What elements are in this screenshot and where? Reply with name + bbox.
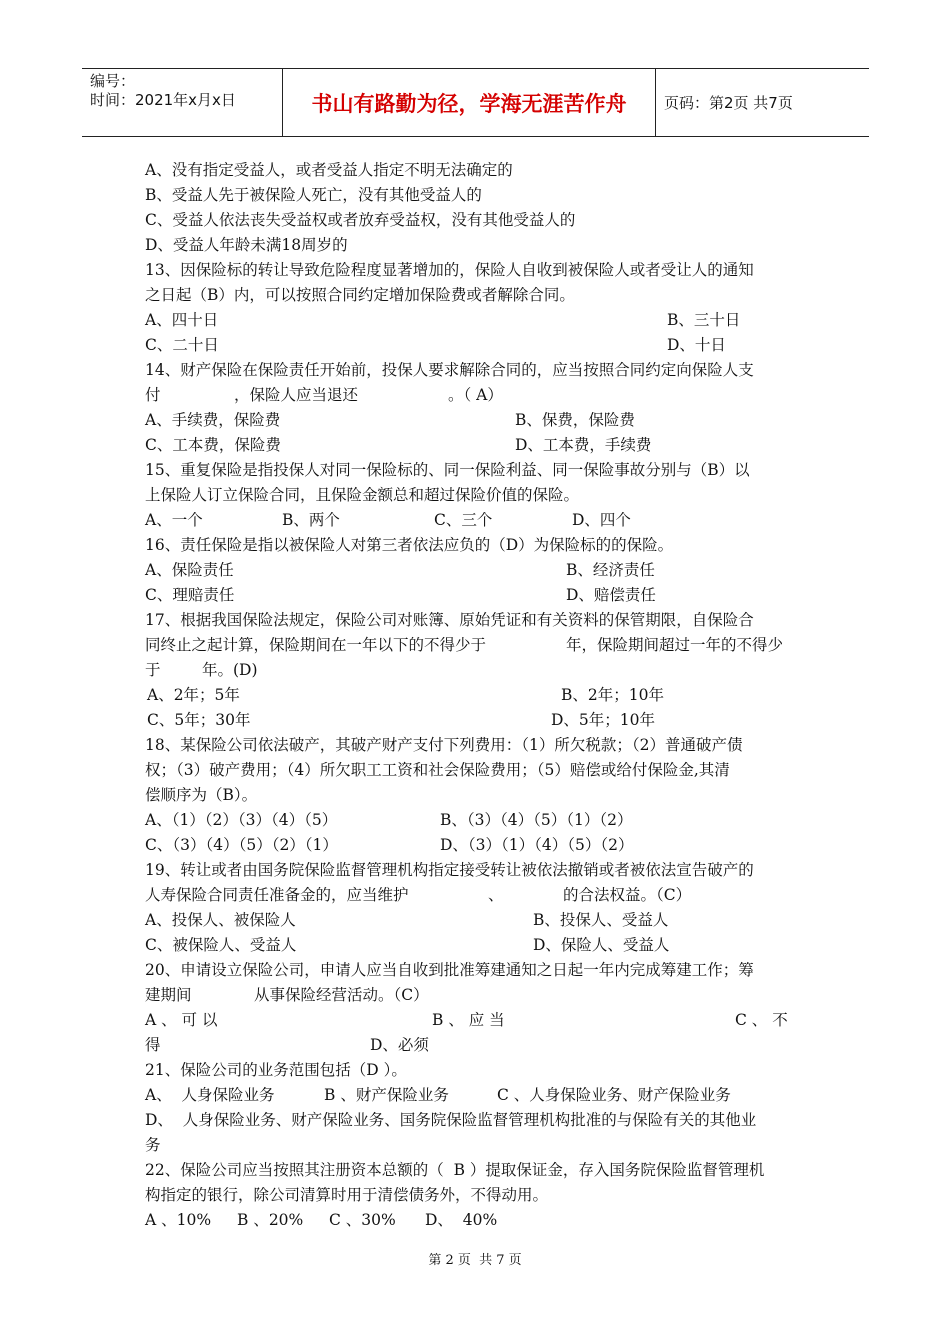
question-text: 22、保险公司应当按照其注册资本总额的（ B ）提取保证金，存入国务院保险监督管理机	[145, 1161, 765, 1179]
question-text: 20、申请设立保险公司，申请人应当自收到批准筹建通知之日起一年内完成筹建工作；筹	[145, 961, 754, 979]
question-text: 年，保险期间超过一年的不得少	[566, 636, 784, 654]
question-text: 18、某保险公司依法破产，其破产财产支付下列费用：（1）所欠税款；（2）普通破产债	[145, 736, 743, 754]
question-text: 建期间	[145, 986, 192, 1004]
question-text: 17、根据我国保险法规定，保险公司对账簿、原始凭证和有关资料的保管期限，自保险合	[145, 611, 754, 629]
question-text: 15、重复保险是指投保人对同一保险标的、同一保险利益、同一保险事故分别与（B）以	[145, 461, 750, 479]
question-text: 偿顺序为（B）。	[145, 786, 258, 804]
option-line: 得	[145, 1036, 161, 1054]
option-line: B 、20%	[237, 1211, 304, 1229]
document-number-label: 编号：	[90, 72, 136, 90]
option-line: A、2年；5年	[147, 686, 240, 704]
option-line: A、一个	[145, 511, 203, 529]
option-line: B、（3）（4）（5）（1）（2）	[440, 811, 633, 829]
option-line: A、保险责任	[145, 561, 234, 579]
option-line: C、三个	[434, 511, 493, 529]
question-answer: 从事保险经营活动。（C）	[254, 986, 429, 1004]
question-text: 付	[145, 386, 161, 404]
option-line: A、投保人、被保险人	[145, 911, 296, 929]
question-text: 13、因保险标的转让导致危险程度显著增加的，保险人自收到被保险人或者受让人的通知	[145, 261, 754, 279]
option-line: A、四十日	[145, 311, 219, 329]
question-text: 14、财产保险在保险责任开始前，投保人要求解除合同的，应当按照合同约定向保险人支	[145, 361, 754, 379]
option-line: A、手续费，保险费	[145, 411, 281, 429]
option-line: B、2年；10年	[561, 686, 664, 704]
question-text: 于	[145, 661, 161, 679]
question-text: 构指定的银行，除公司清算时用于清偿债务外，不得动用。	[145, 1186, 549, 1204]
option-line: D、 人身保险业务、财产保险业务、国务院保险监督管理机构批准的与保险有关的其他业	[145, 1111, 757, 1129]
option-line: B、经济责任	[566, 561, 655, 579]
option-line: C 、 不	[735, 1011, 788, 1029]
question-text: 权；（3）破产费用；（4）所欠职工工资和社会保险费用；（5）赔偿或给付保险金,其清	[145, 761, 730, 779]
option-line: D、（3）（1）（4）（5）（2）	[440, 836, 634, 854]
option-line: A 、10%	[145, 1211, 212, 1229]
option-line: D、赔偿责任	[566, 586, 656, 604]
question-answer: 。（ A）	[448, 386, 503, 404]
option-line: B、受益人先于被保险人死亡，没有其他受益人的	[145, 186, 482, 204]
page-footer: 第 2 页 共 7 页	[428, 1253, 522, 1268]
option-line: 务	[145, 1136, 161, 1154]
option-line: C 、人身保险业务、财产保险业务	[497, 1086, 731, 1104]
option-line: C 、30%	[329, 1211, 396, 1229]
option-line: D、 40%	[425, 1211, 498, 1229]
question-answer: 的合法权益。（C）	[563, 886, 692, 904]
question-text: 19、转让或者由国务院保险监督管理机构指定接受转让被依法撤销或者被依法宣告破产的	[145, 861, 754, 879]
question-text: ，保险人应当退还	[234, 386, 359, 404]
option-line: D、保险人、受益人	[533, 936, 670, 954]
option-line: C、（3）（4）（5）（2）（1）	[145, 836, 338, 854]
question-text: 、	[488, 886, 504, 904]
question-text: 21、保险公司的业务范围包括（D ）。	[145, 1061, 407, 1079]
option-line: A 、 可 以	[145, 1011, 218, 1029]
question-text: 之日起（B）内，可以按照合同约定增加保险费或者解除合同。	[145, 286, 575, 304]
option-line: A、 人身保险业务	[145, 1086, 275, 1104]
question-text: 16、责任保险是指以被保险人对第三者依法应负的（D）为保险标的的保险。	[145, 536, 674, 554]
option-line: B、两个	[282, 511, 340, 529]
question-text: 人寿保险合同责任准备金的，应当维护	[145, 886, 409, 904]
option-line: D、受益人年龄未满18周岁的	[145, 236, 348, 254]
question-text: 同终止之起计算，保险期间在一年以下的不得少于	[145, 636, 487, 654]
option-line: C、被保险人、受益人	[145, 936, 297, 954]
option-line: B 、财产保险业务	[324, 1086, 449, 1104]
question-answer: 年。(D)	[202, 661, 258, 679]
option-line: D、必须	[370, 1036, 429, 1054]
option-line: B、三十日	[667, 311, 741, 329]
option-line: C、理赔责任	[145, 586, 235, 604]
option-line: D、5年；10年	[551, 711, 656, 729]
option-line: C、5年；30年	[147, 711, 251, 729]
option-line: B、投保人、受益人	[533, 911, 669, 929]
option-line: B 、 应 当	[432, 1011, 505, 1029]
option-line: A、没有指定受益人，或者受益人指定不明无法确定的	[145, 161, 513, 179]
header-page-number: 页码：第2页 共7页	[664, 94, 793, 112]
header-motto: 书山有路勤为径，学海无涯苦作舟	[283, 69, 656, 136]
option-line: C、受益人依法丧失受益权或者放弃受益权，没有其他受益人的	[145, 211, 576, 229]
page-header	[82, 68, 869, 137]
option-line: D、四个	[572, 511, 631, 529]
question-text: 上保险人订立保险合同，且保险金额总和超过保险价值的保险。	[145, 486, 580, 504]
option-line: D、工本费，手续费	[515, 436, 652, 454]
document-date-label: 时间：2021年x月x日	[90, 91, 236, 109]
option-line: C、工本费，保险费	[145, 436, 281, 454]
option-line: A、（1）（2）（3）（4）（5）	[145, 811, 338, 829]
option-line: C、二十日	[145, 336, 219, 354]
option-line: B、保费，保险费	[515, 411, 635, 429]
header-info-cell	[82, 69, 283, 136]
option-line: D、十日	[667, 336, 726, 354]
